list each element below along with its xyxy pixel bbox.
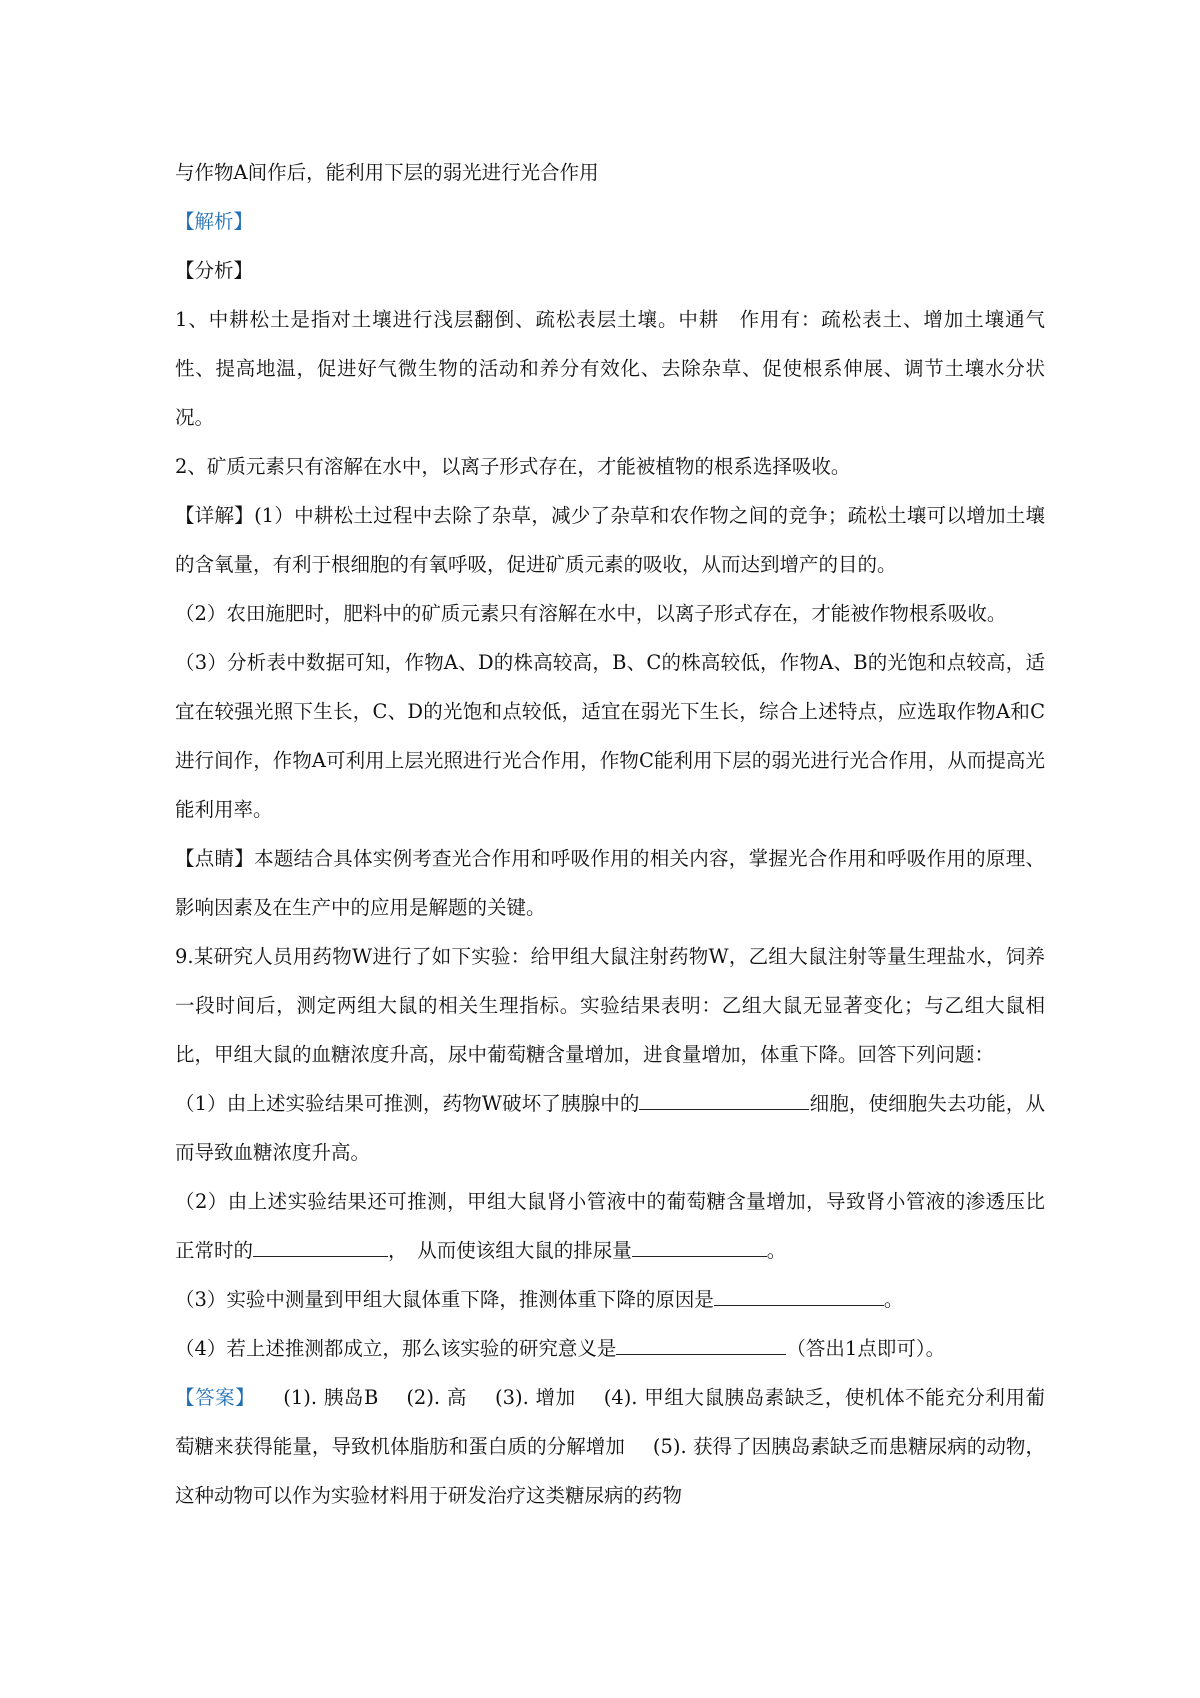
sub-analysis-heading: 【分析】 xyxy=(175,259,254,282)
commentary: 【点睛】本题结合具体实例考查光合作用和呼吸作用的相关内容，掌握光合作用和呼吸作用的原理、影响因素及在生产中的应用是解题的关键。 xyxy=(175,847,1045,919)
answer-5: (5). 获得了因胰岛素缺乏而患糖尿病的动物，这种动物可以作为实验材料用于研发治疗这类糖尿病的药物 xyxy=(175,1435,1045,1507)
q2-answer-blank-2[interactable] xyxy=(632,1236,767,1257)
question-9-part-4 xyxy=(175,1324,1045,1373)
question-9-stem: 9.某研究人员用药物W进行了如下实验：给甲组大鼠注射药物W，乙组大鼠注射等量生理盐水，饲养一段时间后，测定两组大鼠的相关生理指标。实验结果表明：乙组大鼠无显著变化；与乙组大鼠相比，甲组大鼠的血糖浓度升高，尿中葡萄糖含量增加，进食量增加，体重下降。回答下列问题： xyxy=(175,945,1045,1066)
q1-answer-blank[interactable] xyxy=(639,1089,809,1110)
answer-block xyxy=(175,1373,1045,1520)
detail-part-3: （3）分析表中数据可知，作物A、D的株高较高，B、C的株高较低，作物A、B的光饱和点较高，适宜在较强光照下生长，C、D的光饱和点较低，适宜在弱光下生长，综合上述特点，应选取作物A和C进行间作，作物A可利用上层光照进行光合作用，作物C能利用下层的弱光进行光合作用，从而提高光能利用率。 xyxy=(175,651,1045,821)
detail-part-2: （2）农田施肥时，肥料中的矿质元素只有溶解在水中，以离子形式存在，才能被作物根系吸收。 xyxy=(175,602,1007,625)
analysis-tag: 【解析】 xyxy=(175,210,254,233)
answer-tag: 【答案】 xyxy=(175,1386,256,1409)
q4-answer-blank[interactable] xyxy=(616,1334,786,1355)
question-9-part-1 xyxy=(175,1079,1045,1177)
q3-answer-blank[interactable] xyxy=(714,1285,884,1306)
answer-3: (3). 增加 xyxy=(494,1386,576,1409)
q4-text-before: （4）若上述推测都成立，那么该实验的研究意义是 xyxy=(175,1337,617,1360)
q2-text-middle: ， 从而使该组大鼠的排尿量 xyxy=(388,1239,632,1262)
q2-answer-blank-1[interactable] xyxy=(253,1236,388,1257)
answer-2: (2). 高 xyxy=(406,1386,467,1409)
answer-4: (4). 甲组大鼠胰岛素缺乏，使机体不能充分利用葡萄糖来获得能量，导致机体脂肪和蛋白质的分解增加 xyxy=(175,1386,1045,1458)
analysis-point-1: 1、中耕松土是指对土壤进行浅层翻倒、疏松表层土壤。中耕 作用有：疏松表土、增加土壤通气性、提高地温，促进好气微生物的活动和养分有效化、去除杂草、促使根系伸展、调节土壤水分状况。 xyxy=(175,308,1045,429)
analysis-point-2: 2、矿质元素只有溶解在水中，以离子形式存在，才能被植物的根系选择吸收。 xyxy=(175,455,851,478)
analysis-heading xyxy=(175,197,1045,246)
q4-text-after: （答出1点即可）。 xyxy=(786,1337,946,1360)
q3-text-after: 。 xyxy=(883,1288,904,1311)
question-9-part-3 xyxy=(175,1275,1045,1324)
q3-text-before: （3）实验中测量到甲组大鼠体重下降，推测体重下降的原因是 xyxy=(175,1288,714,1311)
continued-answer-line: 与作物A间作后，能利用下层的弱光进行光合作用 xyxy=(175,161,599,184)
answer-1: (1). 胰岛B xyxy=(283,1386,379,1409)
q1-text-before: （1）由上述实验结果可推测，药物W破坏了胰腺中的 xyxy=(175,1092,640,1115)
document-body xyxy=(175,148,1045,1520)
question-9-part-2 xyxy=(175,1177,1045,1275)
q1-text-after: 细胞，使细胞失去功能，从而导致血糖浓度升高。 xyxy=(175,1092,1045,1164)
detail-part-1: 【详解】(1）中耕松土过程中去除了杂草，减少了杂草和农作物之间的竞争；疏松土壤可以增加土壤的含氧量，有利于根细胞的有氧呼吸，促进矿质元素的吸收，从而达到增产的目的。 xyxy=(175,504,1045,576)
q2-text-before: （2）由上述实验结果还可推测，甲组大鼠肾小管液中的葡萄糖含量增加，导致肾小管液的渗透压比正常时的 xyxy=(175,1190,1045,1262)
q2-text-after: 。 xyxy=(766,1239,787,1262)
